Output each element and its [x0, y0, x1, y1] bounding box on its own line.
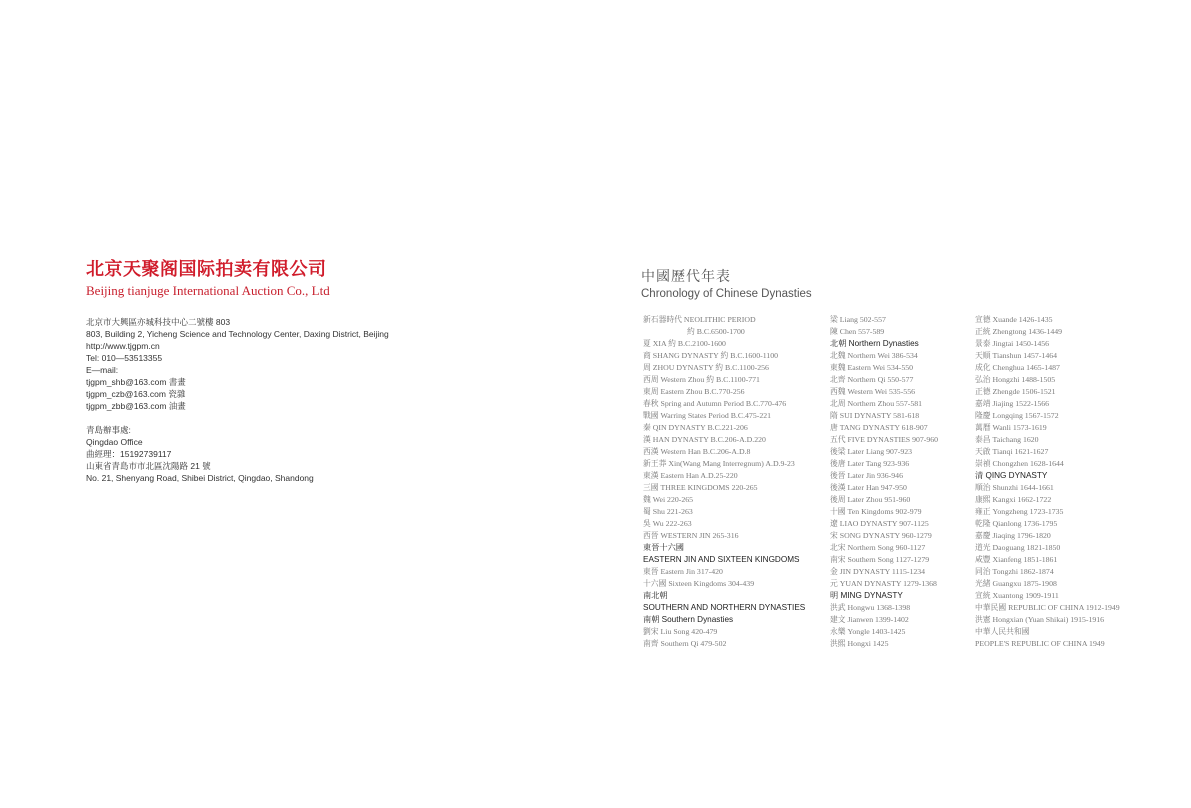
chronology-title-en: Chronology of Chinese Dynasties	[641, 288, 812, 300]
dynasty-entry: 景泰 Jingtai 1450-1456	[975, 339, 1050, 348]
dynasty-entry: 天啟 Tianqi 1621-1627	[975, 447, 1049, 456]
dynasty-entry: PEOPLE'S REPUBLIC OF CHINA 1949	[975, 639, 1105, 648]
dynasty-entry: 劉宋 Liu Song 420-479	[643, 627, 718, 636]
dynasty-entry: 明 MING DYNASTY	[830, 591, 903, 600]
dynasty-entry: 正統 Zhengtong 1436-1449	[975, 327, 1063, 336]
spacer	[86, 412, 389, 424]
email-label: E—mail:	[86, 365, 119, 375]
dynasty-entry: 南齊 Southern Qi 479-502	[643, 639, 727, 648]
dynasty-entry: 雍正 Yongzheng 1723-1735	[975, 507, 1064, 516]
dynasty-entry: 洪武 Hongwu 1368-1398	[830, 603, 911, 612]
dynasty-entry: 宣德 Xuande 1426-1435	[975, 315, 1053, 324]
dynasty-entry: 新石器時代 NEOLITHIC PERIOD	[643, 315, 756, 324]
chronology-column-3	[975, 314, 1120, 650]
address-en: 803, Building 2, Yicheng Science and Technology Center, Daxing District, Beijing	[86, 329, 389, 339]
dynasty-entry: 魏 Wei 220-265	[643, 495, 694, 504]
dynasty-entry: 宣統 Xuantong 1909-1911	[975, 591, 1059, 600]
dynasty-entry: 南朝 Southern Dynasties	[643, 615, 734, 624]
dynasty-entry: 天順 Tianshun 1457-1464	[975, 351, 1058, 360]
company-name-en: Beijing tianjuge International Auction Co., Ltd	[86, 283, 330, 298]
dynasty-entry: 泰昌 Taichang 1620	[975, 435, 1039, 444]
dynasty-entry: 遼 LIAO DYNASTY 907-1125	[830, 519, 929, 528]
qingdao-address-cn: 山東省青島市市北區沈陽路 21 號	[86, 461, 211, 471]
dynasty-entry: 東晉 Eastern Jin 317-420	[643, 567, 723, 576]
qingdao-address-en: No. 21, Shenyang Road, Shibei District, Qingdao, Shandong	[86, 473, 314, 483]
manager-contact: 曲經理：15192739117	[86, 449, 172, 459]
dynasty-entry: 東漢 Eastern Han A.D.25-220	[643, 471, 738, 480]
company-name-cn: 北京天聚阁国际拍卖有限公司	[86, 259, 327, 279]
dynasty-entry: 十六國 Sixteen Kingdoms 304-439	[643, 579, 755, 588]
company-block	[86, 257, 330, 299]
dynasty-entry: 隆慶 Longqing 1567-1572	[975, 411, 1059, 420]
dynasty-entry: 蜀 Shu 221-263	[643, 507, 693, 516]
dynasty-entry: 洪熙 Hongxi 1425	[830, 639, 889, 648]
dynasty-entry: 康熙 Kangxi 1662-1722	[975, 495, 1052, 504]
dynasty-entry: 光緒 Guangxu 1875-1908	[975, 579, 1057, 588]
dynasty-entry: 秦 QIN DYNASTY B.C.221-206	[643, 423, 748, 432]
dynasty-entry: 順治 Shunzhi 1644-1661	[975, 483, 1054, 492]
dynasty-entry: 北齊 Northern Qi 550-577	[830, 375, 914, 384]
dynasty-entry: 春秋 Spring and Autumn Period B.C.770-476	[643, 399, 787, 408]
chronology-column-1	[643, 314, 805, 650]
dynasty-entry: 道光 Daoguang 1821-1850	[975, 543, 1061, 552]
dynasty-entry: 金 JIN DYNASTY 1115-1234	[830, 567, 926, 576]
dynasty-entry: 中華民國 REPUBLIC OF CHINA 1912-1949	[975, 603, 1120, 612]
dynasty-entry: 周 ZHOU DYNASTY 約 B.C.1100-256	[643, 363, 769, 372]
dynasty-entry: 中華人民共和國	[975, 627, 1030, 636]
dynasty-entry: 後唐 Later Tang 923-936	[830, 459, 910, 468]
dynasty-entry: 崇禎 Chongzhen 1628-1644	[975, 459, 1064, 468]
dynasty-entry: 北魏 Northern Wei 386-534	[830, 351, 918, 360]
dynasty-entry: 南北朝	[643, 591, 668, 600]
contact-info	[86, 316, 389, 484]
dynasty-entry: 東晉十六國	[643, 543, 684, 552]
dynasty-entry: 吳 Wu 222-263	[643, 519, 692, 528]
dynasty-entry: 嘉慶 Jiaqing 1796-1820	[975, 531, 1051, 540]
address-cn: 北京市大興區亦城科技中心二號樓 803	[86, 317, 231, 327]
dynasty-entry: 萬曆 Wanli 1573-1619	[975, 423, 1047, 432]
qingdao-office-en: Qingdao Office	[86, 437, 143, 447]
dynasty-entry: 洪憲 Hongxian (Yuan Shikai) 1915-1916	[975, 615, 1105, 624]
dynasty-entry: 夏 XIA 約 B.C.2100-1600	[643, 339, 726, 348]
email-oil-painting[interactable]: tjgpm_zbb@163.com 油畫	[86, 401, 186, 411]
dynasty-entry: 宋 SONG DYNASTY 960-1279	[830, 531, 932, 540]
dynasty-entry: 商 SHANG DYNASTY 約 B.C.1600-1100	[643, 351, 779, 360]
dynasty-entry: 五代 FIVE DYNASTIES 907-960	[830, 435, 939, 444]
website-link[interactable]: http://www.tjgpm.cn	[86, 341, 160, 351]
email-porcelain[interactable]: tjgpm_czb@163.com 瓷雜	[86, 389, 186, 399]
dynasty-entry: 唐 TANG DYNASTY 618-907	[830, 423, 928, 432]
dynasty-entry: 嘉靖 Jiajing 1522-1566	[975, 399, 1050, 408]
dynasty-entry: 陳 Chen 557-589	[830, 327, 885, 336]
dynasty-entry: 十國 Ten Kingdoms 902-979	[830, 507, 922, 516]
dynasty-entry: 西漢 Western Han B.C.206-A.D.8	[643, 447, 751, 456]
dynasty-entry: 後晉 Later Jin 936-946	[830, 471, 903, 480]
dynasty-entry: 新王莽 Xin(Wang Mang Interregnum) A.D.9-23	[643, 459, 795, 468]
telephone: Tel: 010—53513355	[86, 353, 163, 363]
dynasty-entry: 戰國 Warring States Period B.C.475-221	[643, 411, 772, 420]
dynasty-entry: 同治 Tongzhi 1862-1874	[975, 567, 1054, 576]
dynasty-entry: SOUTHERN AND NORTHERN DYNASTIES	[643, 603, 806, 612]
qingdao-office-cn: 青島辦事處:	[86, 425, 131, 435]
dynasty-entry: 乾隆 Qianlong 1736-1795	[975, 519, 1058, 528]
dynasty-entry: 三國 THREE KINGDOMS 220-265	[643, 483, 758, 492]
dynasty-entry: 北周 Northern Zhou 557-581	[830, 399, 923, 408]
dynasty-entry: 北宋 Northern Song 960-1127	[830, 543, 926, 552]
dynasty-entry: 西魏 Western Wei 535-556	[830, 387, 915, 396]
dynasty-entry: 南宋 Southern Song 1127-1279	[830, 555, 930, 564]
dynasty-entry: 弘治 Hongzhi 1488-1505	[975, 375, 1056, 384]
dynasty-entry: 東魏 Eastern Wei 534-550	[830, 363, 914, 372]
dynasty-entry: 清 QING DYNASTY	[975, 471, 1048, 480]
dynasty-entry: 元 YUAN DYNASTY 1279-1368	[830, 579, 937, 588]
dynasty-entry: 咸豐 Xianfeng 1851-1861	[975, 555, 1058, 564]
dynasty-entry: 隋 SUI DYNASTY 581-618	[830, 411, 920, 420]
dynasty-entry: 約 B.C.6500-1700	[687, 327, 745, 336]
dynasty-entry: 北朝 Northern Dynasties	[830, 339, 919, 348]
chronology-header	[641, 267, 812, 302]
dynasty-entry: 梁 Liang 502-557	[830, 315, 886, 324]
dynasty-entry: 西周 Western Zhou 約 B.C.1100-771	[643, 375, 760, 384]
email-calligraphy[interactable]: tjgpm_shb@163.com 書畫	[86, 377, 186, 387]
dynasty-entry: 漢 HAN DYNASTY B.C.206-A.D.220	[643, 435, 766, 444]
dynasty-entry: 後漢 Later Han 947-950	[830, 483, 907, 492]
chronology-column-2	[830, 314, 938, 650]
dynasty-entry: 永樂 Yongle 1403-1425	[830, 627, 906, 636]
dynasty-entry: 後周 Later Zhou 951-960	[830, 495, 911, 504]
dynasty-entry: EASTERN JIN AND SIXTEEN KINGDOMS	[643, 555, 800, 564]
dynasty-entry: 正德 Zhengde 1506-1521	[975, 387, 1056, 396]
dynasty-entry: 建文 Jianwen 1399-1402	[830, 615, 909, 624]
dynasty-entry: 西晉 WESTERN JIN 265-316	[643, 531, 739, 540]
chronology-title-cn: 中國歷代年表	[641, 268, 731, 284]
dynasty-entry: 成化 Chenghua 1465-1487	[975, 363, 1060, 372]
dynasty-entry: 後梁 Later Liang 907-923	[830, 447, 913, 456]
dynasty-entry: 東周 Eastern Zhou B.C.770-256	[643, 387, 745, 396]
